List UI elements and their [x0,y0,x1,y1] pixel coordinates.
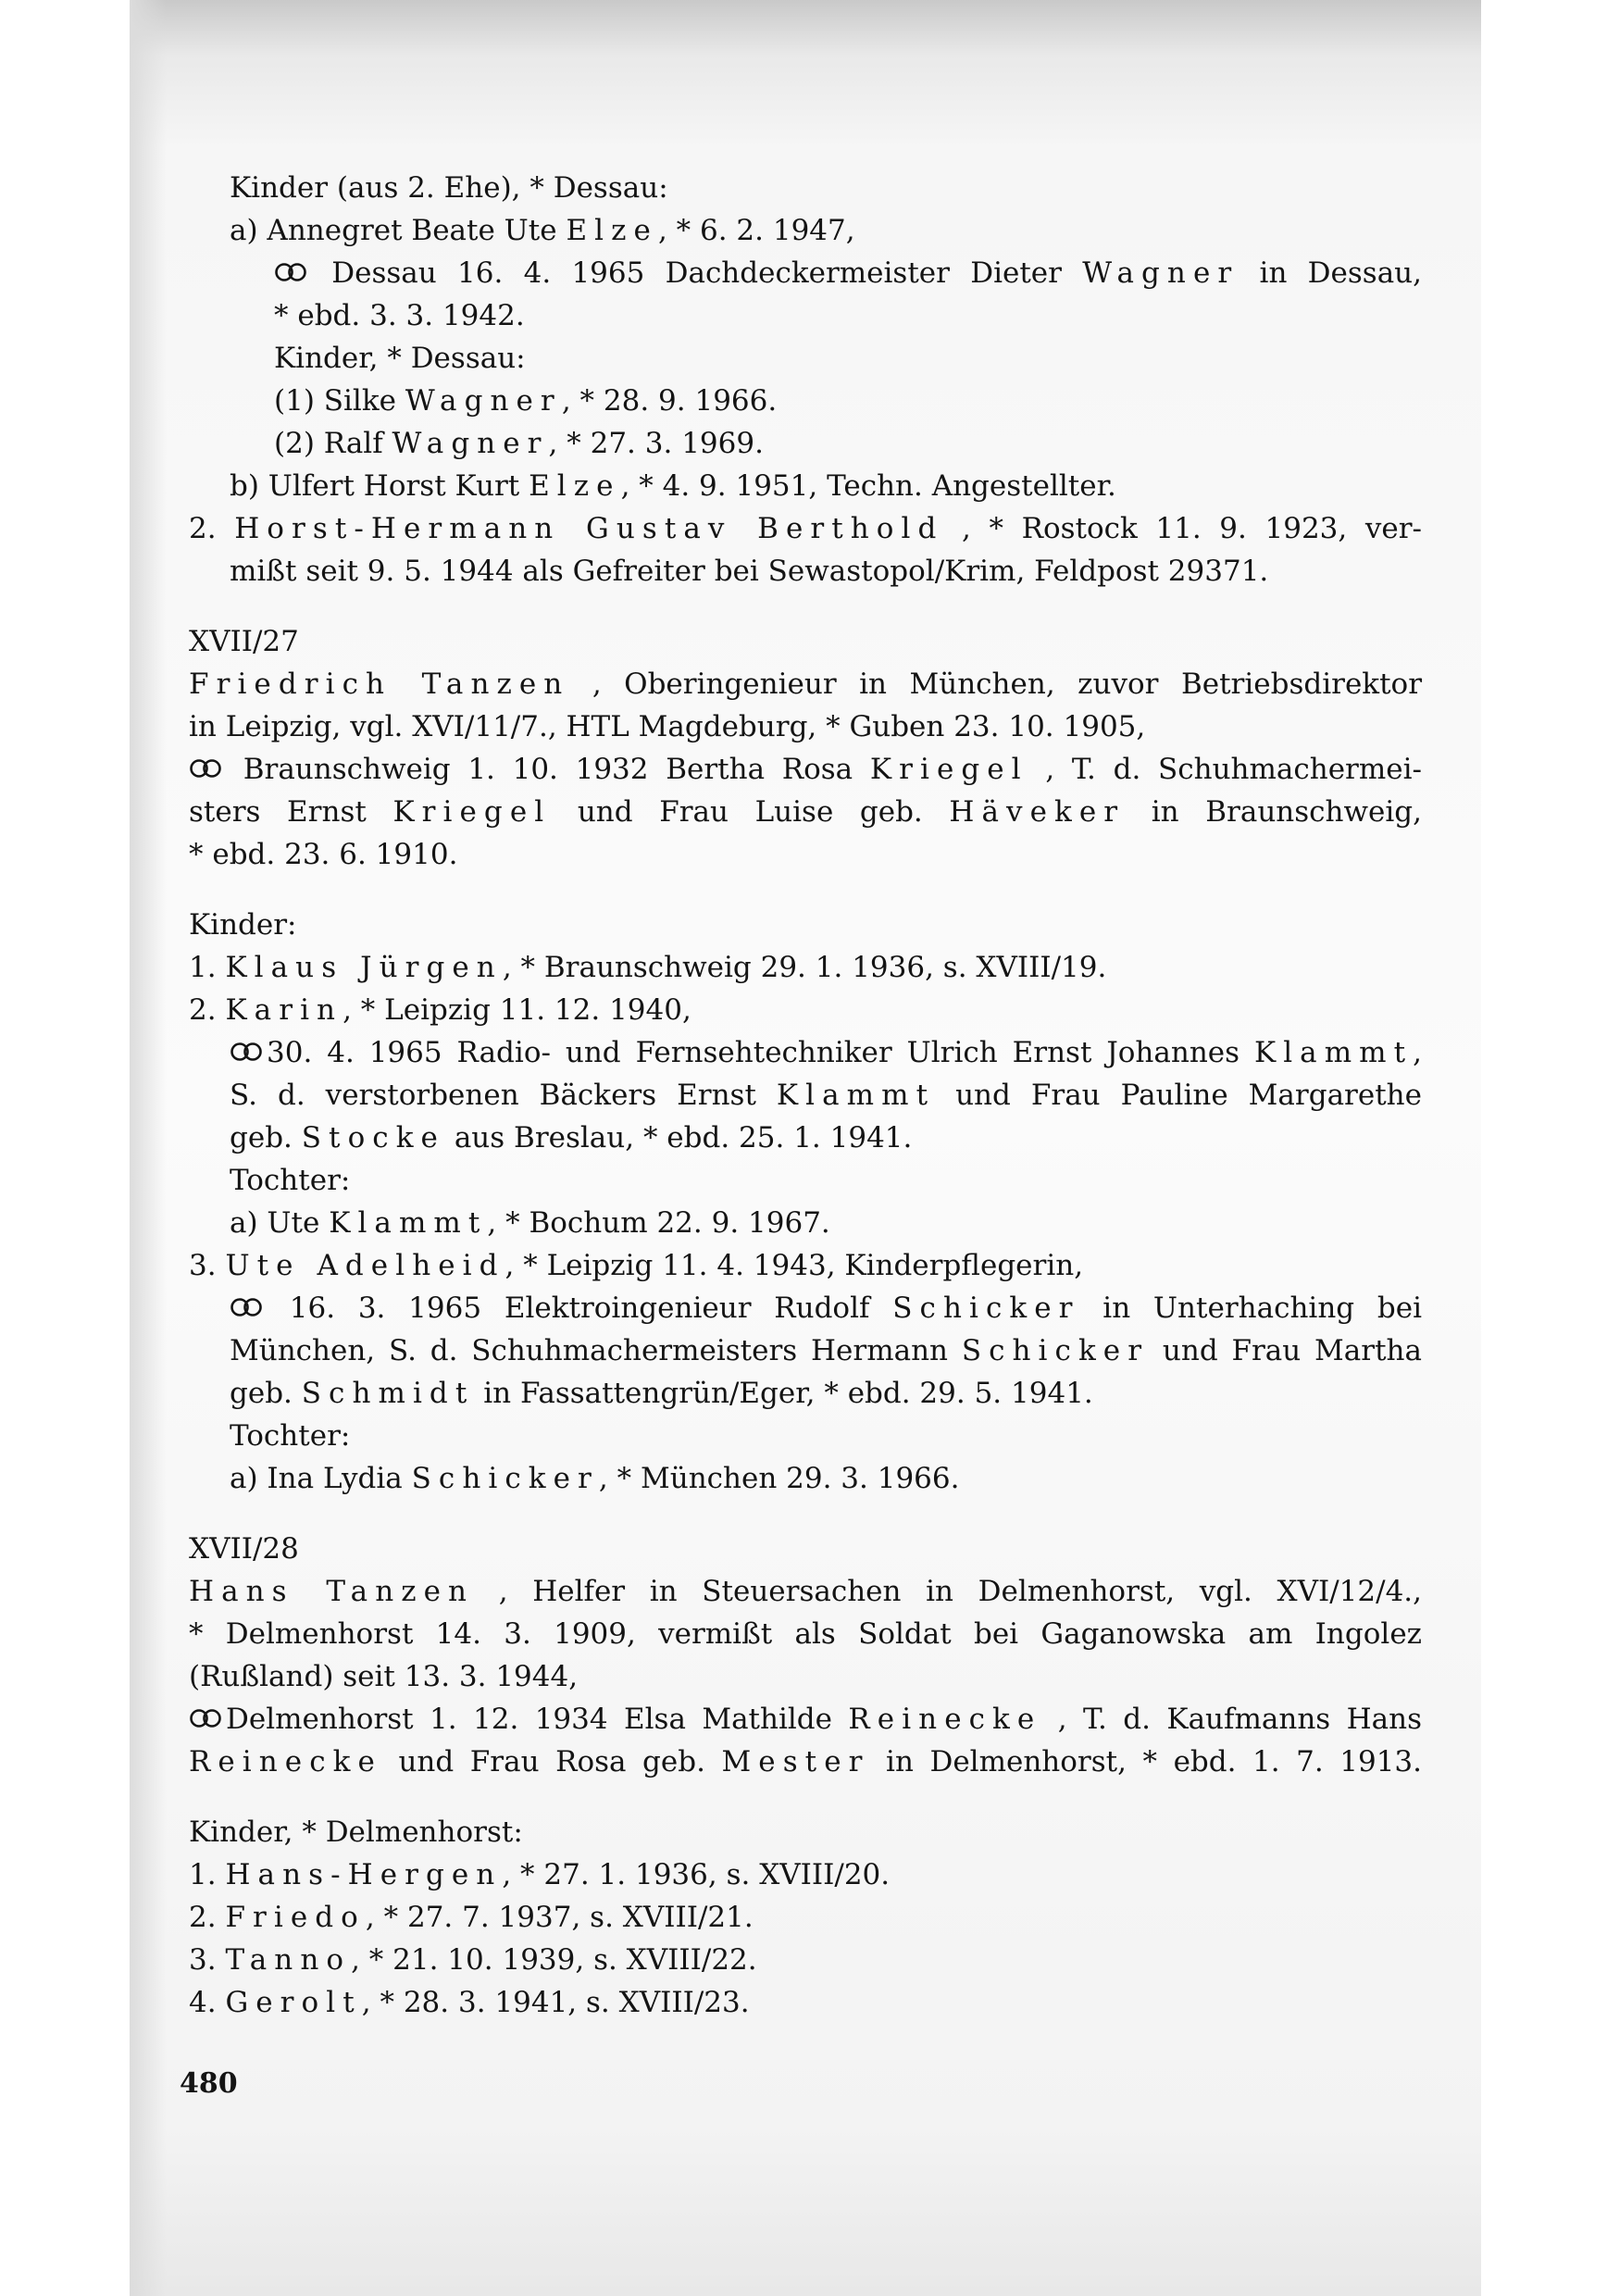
name-spaced: Kriegel [869,753,1028,786]
text-line: Delmenhorst 1. 12. 1934 Elsa Mathilde Reinecke , T. d. Kaufmanns Hans [189,1698,1422,1741]
text-line: b) Ulfert Horst Kurt Elze, * 4. 9. 1951, Techn. Angestellter. [230,469,1116,503]
text-line: * ebd. 23. 6. 1910. [189,838,458,871]
name-spaced: Hans-Hergen [225,1858,503,1891]
name-spaced: Wagner [1082,256,1240,290]
text-line: mißt seit 9. 5. 1944 als Gefreiter bei Sewastopol/Krim, Feldpost 29371. [230,555,1269,588]
name-spaced: Wagner [405,384,562,418]
text-line: 30. 4. 1965 Radio- und Fernsehtechniker Ulrich Ernst Johannes Klammt, [230,1031,1422,1074]
name-spaced: Schicker [892,1292,1080,1325]
section-heading: XVII/27 [189,625,299,658]
name-spaced: Klammt [1253,1036,1414,1069]
page-number: 480 [180,2067,238,2100]
name-spaced: Schmidt [301,1377,475,1410]
marriage-icon [230,1287,263,1329]
name-spaced: Klammt [329,1206,488,1240]
name-spaced: Friedrich Tanzen [189,668,570,701]
text-line: a) Ina Lydia Schicker, * München 29. 3. 1966. [230,1462,960,1495]
name-spaced: Reinecke [189,1745,382,1778]
text-line: Kinder, * Dessau: [274,342,526,375]
name-spaced: Elze [566,214,658,247]
text-line: sters Ernst Kriegel und Frau Luise geb. Häveker in Braunschweig, [189,795,1422,829]
text-line: Dessau 16. 4. 1965 Dachdeckermeister Dieter Wagner in Dessau, [274,252,1422,294]
text-line: Tochter: [230,1419,351,1453]
text-line: 3. Ute Adelheid, * Leipzig 11. 4. 1943, Kinderpflegerin, [189,1249,1084,1282]
text-line: Kinder (aus 2. Ehe), * Dessau: [230,171,668,205]
name-spaced: Horst-Hermann Gustav Berthold [234,512,944,545]
text-line: 1. Hans-Hergen, * 27. 1. 1936, s. XVIII/20. [189,1858,891,1891]
name-spaced: Schicker [961,1334,1150,1367]
marriage-icon [230,1031,263,1074]
text-line: 16. 3. 1965 Elektroingenieur Rudolf Schicker in Unterhaching bei [230,1287,1422,1329]
text-line: Kinder, * Delmenhorst: [189,1816,523,1849]
name-spaced: Schicker [411,1462,599,1495]
name-spaced: Reinecke [848,1703,1042,1736]
text-line: (1) Silke Wagner, * 28. 9. 1966. [274,384,778,418]
name-spaced: Tanno [225,1943,352,1977]
text-line: Friedrich Tanzen , Oberingenieur in München, zuvor Betriebsdirektor [189,668,1423,701]
text-line: a) Annegret Beate Ute Elze, * 6. 2. 1947, [230,214,855,247]
text-line: a) Ute Klammt, * Bochum 22. 9. 1967. [230,1206,830,1240]
name-spaced: Hans Tanzen [189,1575,475,1608]
text-line: Tochter: [230,1164,351,1197]
name-spaced: Stocke [301,1121,445,1154]
text-line: Hans Tanzen , Helfer in Steuersachen in Delmenhorst, vgl. XVI/12/4., [189,1575,1423,1608]
text-line: geb. Schmidt in Fassattengrün/Eger, * ebd. 29. 5. 1941. [230,1377,1093,1410]
text-line: 2. Horst-Hermann Gustav Berthold , * Rostock 11. 9. 1923, ver- [189,512,1423,545]
text-line: * ebd. 3. 3. 1942. [274,299,525,332]
marriage-icon [189,1698,222,1741]
name-spaced: Gerolt [225,1986,362,2019]
name-spaced: Wagner [392,427,549,460]
marriage-icon [189,748,222,791]
name-spaced: Klaus Jürgen [225,951,503,984]
name-spaced: Klammt [776,1079,936,1112]
text-line: München, S. d. Schuhmachermeisters Hermann Schicker und Frau Martha [230,1334,1422,1367]
marriage-icon [274,252,307,294]
name-spaced: Friedo [225,1901,366,1934]
text-line: geb. Stocke aus Breslau, * ebd. 25. 1. 1941. [230,1121,913,1154]
text-line: (Rußland) seit 13. 3. 1944, [189,1660,579,1693]
name-spaced: Kriegel [392,795,552,829]
text-line: 3. Tanno, * 21. 10. 1939, s. XVIII/22. [189,1943,757,1977]
text-line: (2) Ralf Wagner, * 27. 3. 1969. [274,427,764,460]
name-spaced: Ute Adelheid [225,1249,505,1282]
name-spaced: Karin [225,993,343,1027]
name-spaced: Häveker [949,795,1126,829]
name-spaced: Mester [721,1745,870,1778]
text-line: 2. Karin, * Leipzig 11. 12. 1940, [189,993,691,1027]
text-line: in Leipzig, vgl. XVI/11/7., HTL Magdeburg, * Guben 23. 10. 1905, [189,710,1146,743]
text-line: * Delmenhorst 14. 3. 1909, vermißt als Soldat bei Gaganowska am Ingolez [189,1617,1422,1651]
name-spaced: Elze [529,469,621,503]
text-line: 2. Friedo, * 27. 7. 1937, s. XVIII/21. [189,1901,754,1934]
text-line: Braunschweig 1. 10. 1932 Bertha Rosa Kriegel , T. d. Schuhmachermei- [189,748,1422,791]
text-line: Reinecke und Frau Rosa geb. Mester in Delmenhorst, * ebd. 1. 7. 1913. [189,1745,1423,1778]
section-heading: XVII/28 [189,1532,299,1566]
text-line: 4. Gerolt, * 28. 3. 1941, s. XVIII/23. [189,1986,750,2019]
text-line: 1. Klaus Jürgen, * Braunschweig 29. 1. 1936, s. XVIII/19. [189,951,1107,984]
text-line: S. d. verstorbenen Bäckers Ernst Klammt und Frau Pauline Margarethe [230,1079,1422,1112]
text-line: Kinder: [189,908,297,942]
